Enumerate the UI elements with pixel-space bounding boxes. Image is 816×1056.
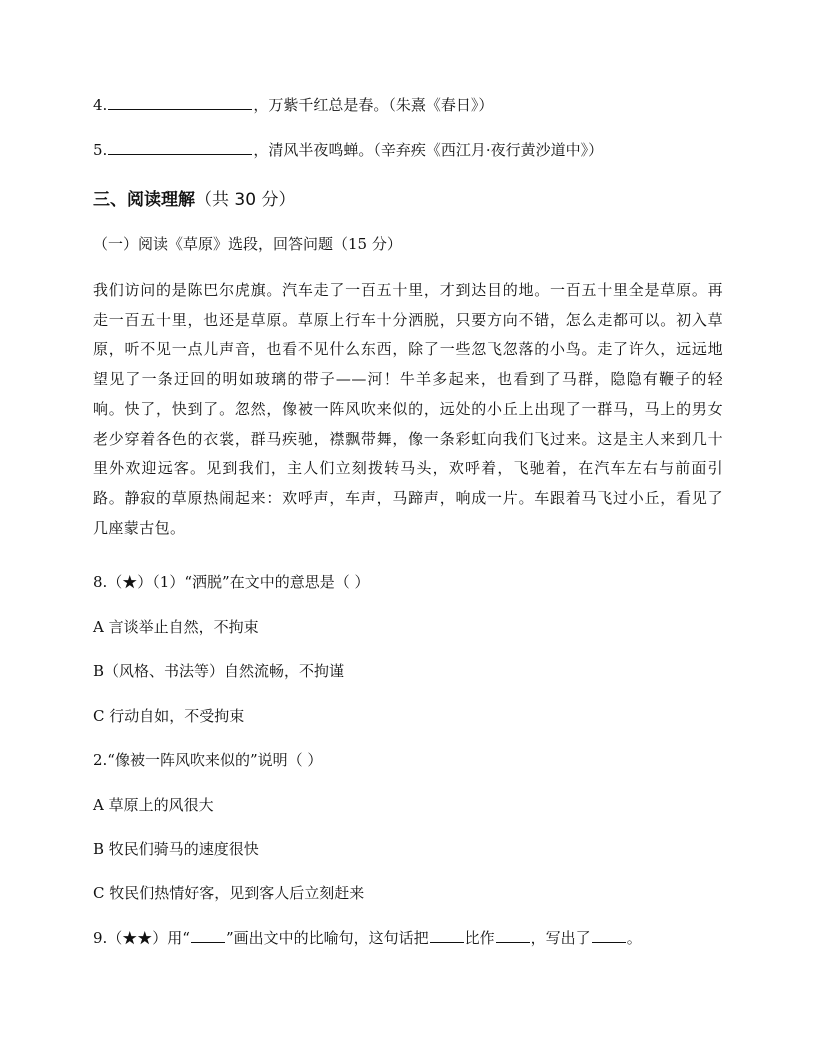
question-8-option-b: B（风格、书法等）自然流畅，不拘谨 bbox=[93, 662, 345, 680]
question-9 bbox=[93, 928, 642, 948]
question-text: 比作 bbox=[464, 929, 495, 947]
question-8-2-option-b: B 牧民们骑马的速度很快 bbox=[93, 840, 259, 858]
question-text: ，万紫千红总是春。（朱熹《春日》） bbox=[253, 96, 494, 114]
question-text: ”画出文中的比喻句，这句话把 bbox=[225, 929, 429, 947]
question-4 bbox=[93, 95, 493, 115]
reading-passage: 我们访问的是陈巴尔虎旗。汽车走了一百五十里，才到达目的地。一百五十里全是草原。再走一百五十里，也还是草原。草原上行车十分洒脱，只要方向不错，怎么走都可以。初入草原，听不见一点儿声音，也看不见什么东西，除了一些忽飞忽落的小鸟。走了许久，远远地望见了一条迂回的明如玻璃的带子——河！牛羊多起来，也看到了马群，隐隐有鞭子的轻响。快了，快到了。忽然，像被一阵风吹来似的，远处的小丘上出现了一群马，马上的男女老少穿着各色的衣裳，群马疾驰，襟飘带舞，像一条彩虹向我们飞过来。这是主人来到几十里外欢迎远客。见到我们，主人们立刻拨转马头，欢呼着，飞驰着，在汽车左右与前面引路。静寂的草原热闹起来：欢呼声，车声，马蹄声，响成一片。车跟着马飞过小丘，看见了几座蒙古包。 bbox=[93, 281, 723, 537]
question-number: 5. bbox=[93, 141, 108, 159]
question-8-2-stem: 2.“像被一阵风吹来似的”说明（ ） bbox=[93, 751, 323, 769]
answer-blank[interactable] bbox=[592, 928, 626, 943]
question-8-stem: 8.（★）（1）“洒脱”在文中的意思是（ ） bbox=[93, 573, 370, 591]
section-title: 三、阅读理解 bbox=[93, 190, 195, 210]
question-8-2-option-c: C 牧民们热情好客，见到客人后立刻赶来 bbox=[93, 884, 365, 902]
answer-blank[interactable] bbox=[108, 95, 252, 110]
question-8-2-option-a: A 草原上的风很大 bbox=[93, 796, 214, 814]
answer-blank[interactable] bbox=[191, 928, 225, 943]
question-text: 。 bbox=[626, 929, 642, 947]
question-8-option-c: C 行动自如，不受拘束 bbox=[93, 707, 245, 725]
question-5 bbox=[93, 140, 603, 160]
section-heading bbox=[93, 185, 295, 210]
section-score: （共 30 分） bbox=[195, 190, 296, 210]
answer-blank[interactable] bbox=[496, 928, 530, 943]
answer-blank[interactable] bbox=[430, 928, 464, 943]
question-8-option-a: A 言谈举止自然，不拘束 bbox=[93, 618, 259, 636]
question-number: 4. bbox=[93, 96, 108, 114]
question-text: ，清风半夜鸣蝉。（辛弃疾《西江月·夜行黄沙道中》） bbox=[253, 141, 604, 159]
subsection-heading: （一）阅读《草原》选段，回答问题（15 分） bbox=[93, 235, 402, 253]
question-text: ，写出了 bbox=[530, 929, 591, 947]
answer-blank[interactable] bbox=[108, 140, 252, 155]
question-text: 9.（★★）用“ bbox=[93, 929, 190, 947]
